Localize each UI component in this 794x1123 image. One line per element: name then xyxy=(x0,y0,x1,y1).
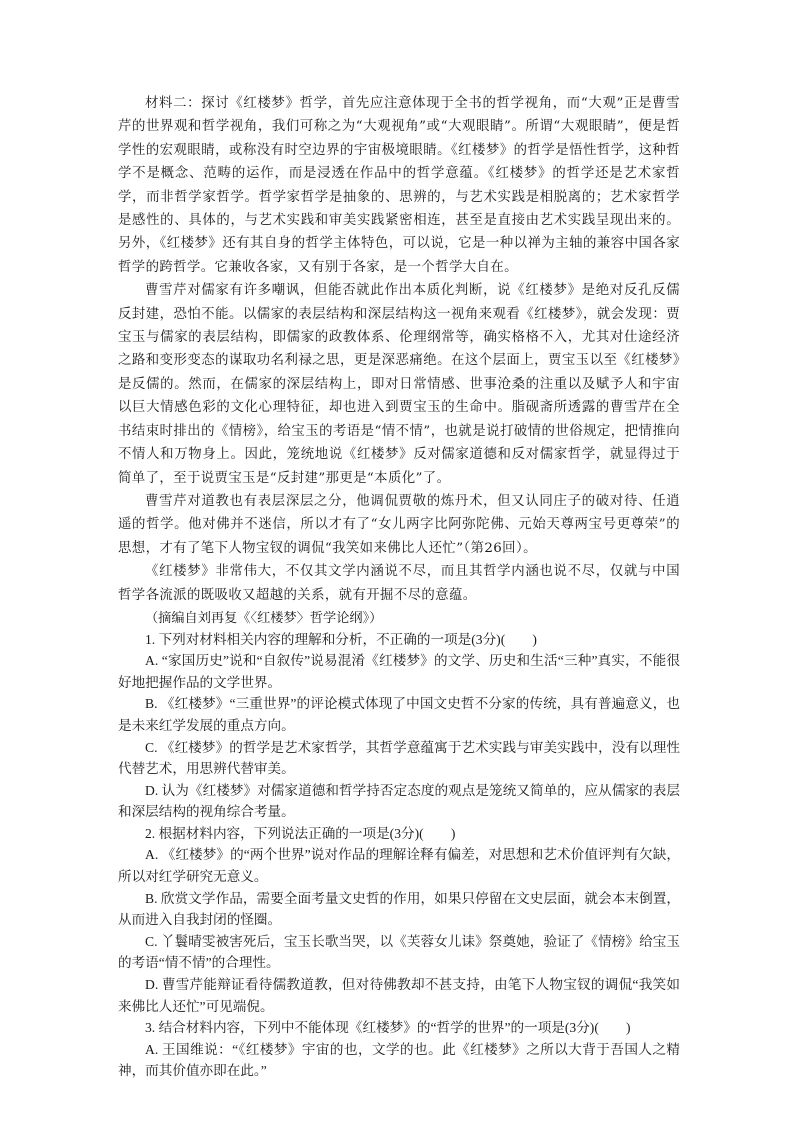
material-paragraph-1: 材料二：探讨《红楼梦》哲学，首先应注意体现于全书的哲学视角，而“大观”正是曹雪芹的世界观和哲学视角，我们可称之为“大观视角”或“大观眼睛”。所谓“大观眼睛”，便是哲学性的宏观眼睛，或称没有时空边界的宇宙极境眼睛。《红楼梦》的哲学是悟性哲学，这种哲学不是概念、范畴的运作，而是浸透在作品中的哲学意蕴。《红楼梦》的哲学还是艺术家哲学，而非哲学家哲学。哲学家哲学是抽象的、思辨的，与艺术实践是相脱离的；艺术家哲学是感性的、具体的，与艺术实践和审美实践紧密相连，甚至是直接由艺术实践呈现出来的。另外，《红楼梦》还有其自身的哲学主体特色，可以说，它是一种以禅为主轴的兼容中国各家哲学的跨哲学。它兼收各家，又有别于各家，是一个哲学大自在。 xyxy=(118,96,680,275)
option-a: A. “家国历史”说和“自叙传”说易混淆《红楼梦》的文学、历史和生活“三种”真实，不能很好地把握作品的文学世界。 xyxy=(118,653,680,690)
option-a: A. 王国维说：“《红楼梦》宇宙的也，文学的也。此《红楼梦》之所以大背于吾国人之精神，而其价值亦即在此。” xyxy=(118,1041,680,1079)
material-paragraph-2: 曹雪芹对儒家有许多嘲讽，但能否就此作出本质化判断，说《红楼梦》是绝对反孔反儒反封建，恐怕不能。以儒家的表层结构和深层结构这一视角来观看《红楼梦》，就会发现：贾宝玉与儒家的表层结构，即儒家的政教体系、伦理纲常等，确实格格不入，尤其对仕途经济之路和变形变态的谋取功名利禄之思，更是深恶痛绝。在这个层面上，贾宝玉以至《红楼梦》是反儒的。然而，在儒家的深层结构上，即对日常情感、世事沧桑的注重以及赋予人和宇宙以巨大情感色彩的文化心理特征，却也进入到贾宝玉的生命中。脂砚斋所透露的曹雪芹在全书结束时排出的《情榜》，给宝玉的考语是“情不情”，也就是说打破情的世俗规定，把情推向不情人和万物身上。因此，笼统地说《红楼梦》反对儒家道德和反对儒家哲学，就显得过于简单了，至于说贾宝玉是“反封建”那更是“本质化”了。 xyxy=(118,283,680,486)
question-stem: 1. 下列对材料相关内容的理解和分析，不正确的一项是(3分)( ) xyxy=(145,631,537,647)
option-c: C. 《红楼梦》的哲学是艺术家哲学，其哲学意蕴寓于艺术实践与审美实践中，没有以理性代替艺术，用思辨代替审美。 xyxy=(118,739,680,777)
option-c: C. 丫鬟晴雯被害死后，宝玉长歌当哭，以《芙蓉女儿诔》祭奠她，验证了《情榜》给宝玉的考语“情不情”的合理性。 xyxy=(118,933,680,971)
question-3 xyxy=(118,1017,680,1082)
question-stem: 2. 根据材料内容，下列说法正确的一项是(3分)( ) xyxy=(145,825,456,841)
option-d: D. 认为《红楼梦》对儒家道德和哲学持否定态度的观点是笼统又简单的，应从儒家的表层和深层结构的视角综合考量。 xyxy=(118,782,680,820)
exam-page xyxy=(118,92,680,1082)
option-a: A. 《红楼梦》的“两个世界”说对作品的理解诠释有偏差，对思想和艺术价值评判有欠缺，所以对红学研究无意义。 xyxy=(118,847,680,885)
material-paragraph-3: 曹雪芹对道教也有表层深层之分，他调侃贾敬的炼丹术，但又认同庄子的破对待、任逍遥的哲学。他对佛并不迷信，所以才有了“女儿两字比阿弥陀佛、元始天尊两宝号更尊荣”的思想，才有了笔下人物宝钗的调侃“我笑如来佛比人还忙”（第26回）。 xyxy=(118,493,680,556)
option-b: B. 《红楼梦》“三重世界”的评论模式体现了中国文史哲不分家的传统，具有普遍意义，也是未来红学发展的重点方向。 xyxy=(118,696,680,733)
question-stem: 3. 结合材料内容，下列中不能体现《红楼梦》的“哲学的世界”的一项是(3分)( ) xyxy=(145,1020,631,1036)
option-d: D. 曹雪芹能辩证看待儒教道教，但对待佛教却不甚支持，由笔下人物宝钗的调侃“我笑如来佛比人还忙”可见端倪。 xyxy=(118,977,680,1014)
material-source: （摘编自刘再复《〈红楼梦〉哲学论纲》） xyxy=(145,609,383,625)
option-b: B. 欣赏文学作品，需要全面考量文史哲的作用，如果只停留在文史层面，就会本末倒置，从而进入自我封闭的怪圈。 xyxy=(118,890,680,928)
question-1 xyxy=(118,629,680,823)
question-2 xyxy=(118,823,680,1017)
material-paragraph-4: 《红楼梦》非常伟大，不仅其文学内涵说不尽，而且其哲学内涵也说不尽，仅就与中国哲学各流派的既吸收又超越的关系，就有开掘不尽的意蕴。 xyxy=(118,564,680,603)
